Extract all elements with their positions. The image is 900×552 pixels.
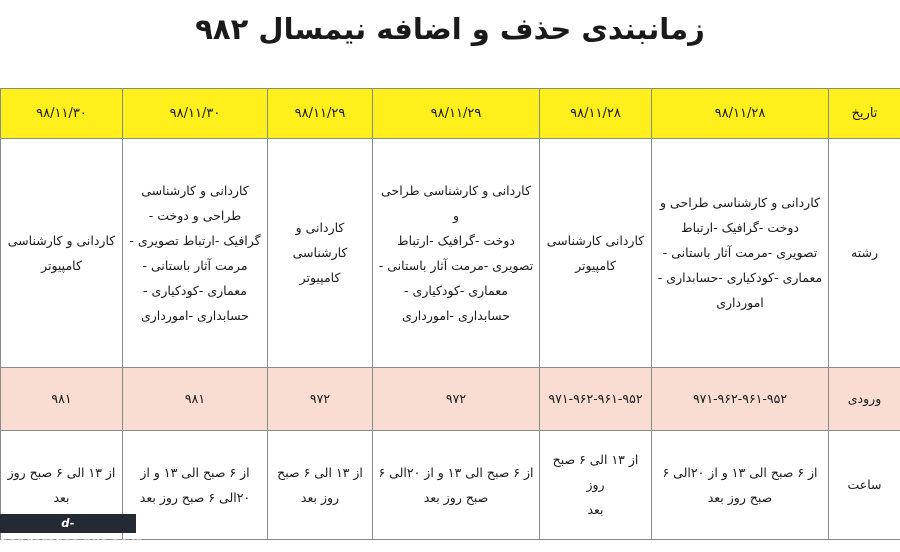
- site-watermark: d-bandarabas.nus.ac.ir: [0, 514, 136, 533]
- major-cell: کاردانی و کارشناسی کامپیوتر: [1, 139, 123, 368]
- entry-cell: ۹۷۱-۹۶۲-۹۶۱-۹۵۲: [540, 367, 652, 430]
- major-row-label: رشته: [829, 139, 900, 368]
- time-cell: از ۱۳ الی ۶ صبح روز بعد: [1, 430, 123, 539]
- major-cell: کاردانی و کارشناسی طراحی و دوخت -گرافیک -ارتباط تصویری -مرمت آثار باستانی - معماری -کودکیاری -حسابداری - امورداری: [652, 139, 829, 368]
- date-cell: ۹۸/۱۱/۲۸: [540, 89, 652, 139]
- date-cell: ۹۸/۱۱/۲۹: [268, 89, 373, 139]
- entry-row-label: ورودی: [829, 367, 900, 430]
- time-cell: از ۶ صبح الی ۱۳ و از ۲۰الی ۶ صبح روز بعد: [123, 430, 268, 539]
- major-row: [1, 139, 900, 368]
- entry-cell: ۹۷۲: [373, 367, 540, 430]
- date-row-label: تاریخ: [829, 89, 900, 139]
- schedule-table: [0, 88, 900, 540]
- page-title: زمانبندی حذف و اضافه نیمسال ۹۸۲: [0, 12, 900, 46]
- date-cell: ۹۸/۱۱/۳۰: [123, 89, 268, 139]
- time-cell: از ۶ صبح الی ۱۳ و از ۲۰الی ۶ صبح روز بعد: [373, 430, 540, 539]
- entry-cell: ۹۸۱: [1, 367, 123, 430]
- major-cell: کاردانی و کارشناسی طراحی و دوخت -گرافیک -ارتباط تصویری -مرمت آثار باستانی - معماری -کودکیاری - حسابداری -امورداری: [373, 139, 540, 368]
- time-row-label: ساعت: [829, 430, 900, 539]
- date-cell: ۹۸/۱۱/۲۹: [373, 89, 540, 139]
- time-cell: از ۱۳ الی ۶ صبح روز بعد: [540, 430, 652, 539]
- major-cell: کاردانی کارشناسی کامپیوتر: [540, 139, 652, 368]
- major-cell: کاردانی و کارشناسی طراحی و دوخت - گرافیک -ارتباط تصویری - مرمت آثار باستانی - معماری -کودکیاری - حسابداری -امورداری: [123, 139, 268, 368]
- date-cell: ۹۸/۱۱/۲۸: [652, 89, 829, 139]
- entry-cell: ۹۸۱: [123, 367, 268, 430]
- entry-cell: ۹۷۲: [268, 367, 373, 430]
- entry-row: [1, 367, 900, 430]
- time-cell: از ۶ صبح الی ۱۳ و از ۲۰الی ۶ صبح روز بعد: [652, 430, 829, 539]
- entry-cell: ۹۷۱-۹۶۲-۹۶۱-۹۵۲: [652, 367, 829, 430]
- time-cell: از ۱۳ الی ۶ صبح روز بعد: [268, 430, 373, 539]
- date-cell: ۹۸/۱۱/۳۰: [1, 89, 123, 139]
- major-cell: کاردانی و کارشناسی کامپیوتر: [268, 139, 373, 368]
- date-row: [1, 89, 900, 139]
